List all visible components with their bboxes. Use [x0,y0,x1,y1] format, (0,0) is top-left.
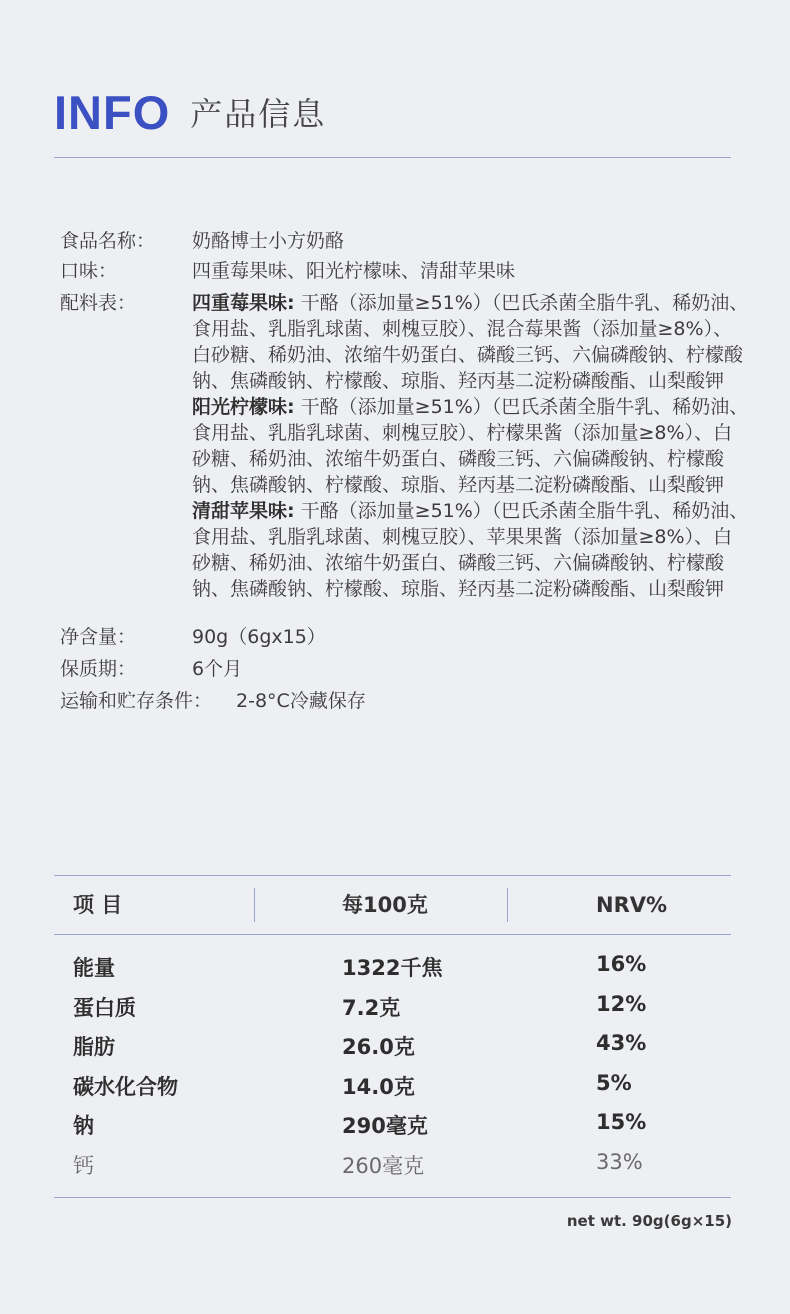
header-divider [54,157,731,158]
cell-per100: 14.0克 [342,1074,415,1099]
table-row [54,948,731,988]
info-row-storage [60,688,750,714]
net-value: 90g（6gx15） [192,626,326,648]
ingredients-list [192,290,750,602]
shelf-label: 保质期： [60,658,137,680]
header-nrv: NRV% [596,893,668,917]
cell-nrv: 15% [596,1110,647,1135]
cell-item: 蛋白质 [73,995,136,1020]
page-header [54,86,326,138]
table-row [54,1067,731,1107]
cell-item: 脂肪 [73,1035,115,1060]
name-label: 食品名称： [60,230,156,252]
cell-item: 碳水化合物 [73,1074,178,1099]
ingredient-text: 干酪（添加量≥51%）（巴氏杀菌全脂牛乳、稀奶油、食用盐、乳脂乳球菌、刺槐豆胶）、柠檬果酱（添加量≥8%）、白砂糖、稀奶油、浓缩牛奶蛋白、磷酸三钙、六偏磷酸钠、柠檬酸钠、焦磷酸钠、柠檬酸、琼脂、羟丙基二淀粉磷酸酯、山梨酸钾 [192,396,749,496]
info-row-flavor [60,258,750,284]
shelf-value: 6个月 [192,658,243,680]
info-row-name [60,228,750,254]
cell-per100: 290毫克 [342,1114,428,1139]
cell-nrv: 43% [596,1031,647,1056]
cell-nrv: 16% [596,952,647,976]
info-row-net [60,624,750,650]
ingredient-flavor-title: 四重莓果味: [192,292,295,314]
table-top-divider [54,875,731,876]
cell-per100: 7.2克 [342,995,401,1020]
storage-value: 2-8°C冷藏保存 [236,690,366,712]
storage-label: 运输和贮存条件： [60,690,213,712]
ingredients-label: 配料表： [60,292,137,314]
table-bottom-divider [54,1197,731,1198]
table-header-divider [54,934,731,935]
ingredient-flavor-title: 清甜苹果味: [192,500,295,522]
name-value: 奶酪博士小方奶酪 [192,230,345,252]
ingredient-text: 干酪（添加量≥51%）（巴氏杀菌全脂牛乳、稀奶油、食用盐、乳脂乳球菌、刺槐豆胶）、混合莓果酱（添加量≥8%）、白砂糖、稀奶油、浓缩牛奶蛋白、磷酸三钙、六偏磷酸钠、柠檬酸钠、焦磷酸钠、柠檬酸、琼脂、羟丙基二淀粉磷酸酯、山梨酸钾 [192,292,749,392]
cell-nrv: 12% [596,991,647,1016]
ingredient-item [192,290,750,394]
net-label: 净含量： [60,626,137,648]
cell-per100: 26.0克 [342,1035,415,1060]
table-row [54,988,731,1028]
cell-item: 钙 [73,1153,94,1178]
product-info [60,228,750,714]
nutrition-table-body [54,948,731,1186]
table-row [54,1027,731,1067]
table-row [54,1106,731,1146]
header-separator [254,888,255,922]
cell-item: 能量 [73,956,115,980]
cell-nrv: 33% [596,1149,643,1174]
flavor-label: 口味： [60,260,118,282]
info-row-ingredients [60,290,750,602]
ingredient-flavor-title: 阳光柠檬味: [192,396,295,418]
page-subtitle: 产品信息 [190,95,327,133]
info-row-shelf [60,656,750,682]
cell-per100: 260毫克 [342,1153,425,1178]
brand-title: INFO [54,85,171,139]
header-separator [507,888,508,922]
cell-item: 钠 [73,1114,94,1139]
header-item: 项 目 [73,893,123,917]
header-per100: 每100克 [342,893,428,917]
net-weight-footer: net wt. 90g(6g×15) [566,1212,732,1230]
ingredient-item [192,394,750,498]
flavor-value: 四重莓果味、阳光柠檬味、清甜苹果味 [192,260,516,282]
ingredient-text: 干酪（添加量≥51%）（巴氏杀菌全脂牛乳、稀奶油、食用盐、乳脂乳球菌、刺槐豆胶）、苹果果酱（添加量≥8%）、白砂糖、稀奶油、浓缩牛奶蛋白、磷酸三钙、六偏磷酸钠、柠檬酸钠、焦磷酸钠、柠檬酸、琼脂、羟丙基二淀粉磷酸酯、山梨酸钾 [192,500,749,600]
cell-nrv: 5% [596,1070,632,1095]
nutrition-table-header [54,882,731,928]
cell-per100: 1322千焦 [342,956,443,980]
ingredient-item [192,498,750,602]
table-row [54,1146,731,1186]
